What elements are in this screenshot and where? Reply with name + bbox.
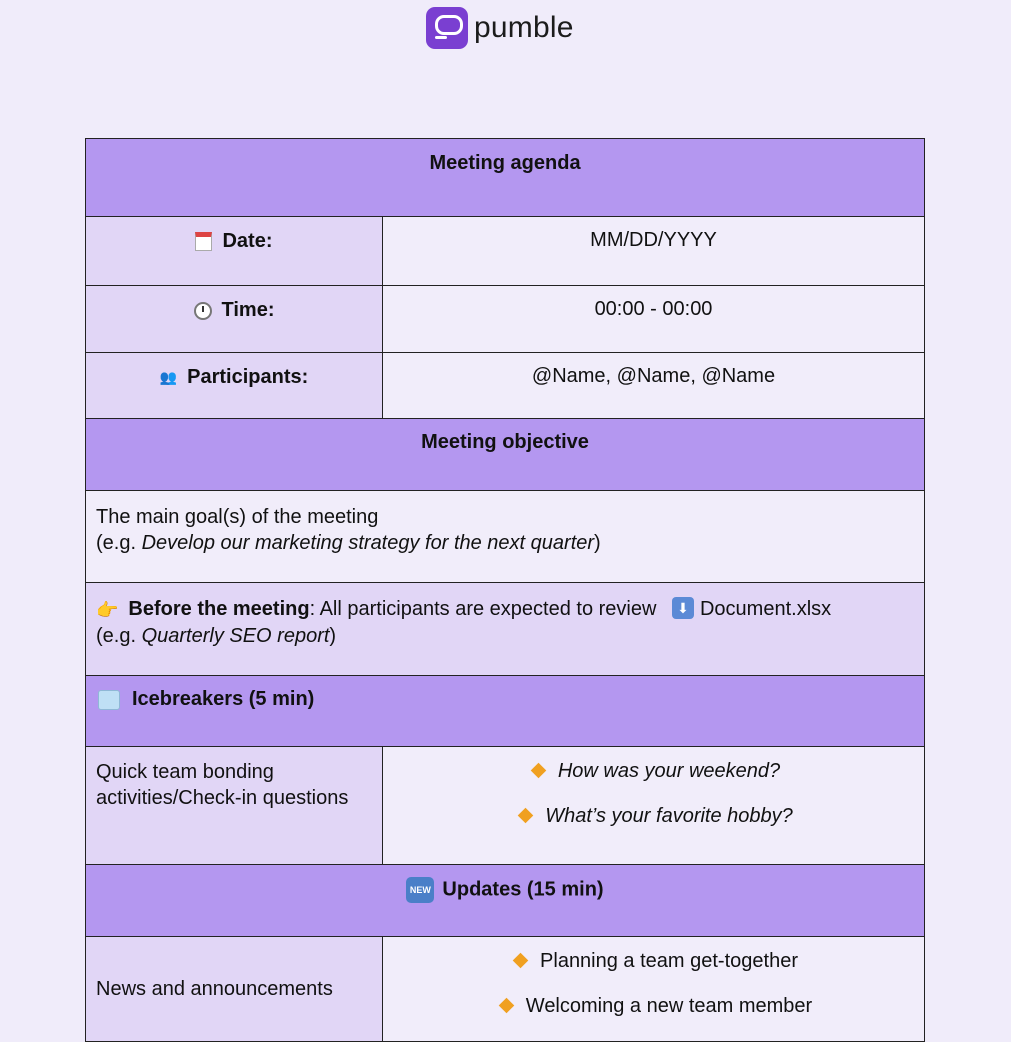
time-label-cell	[86, 286, 383, 353]
objective-cell	[86, 491, 925, 583]
list-item	[384, 950, 923, 995]
updates-heading-cell	[86, 865, 925, 937]
pumble-logo-icon	[426, 7, 468, 49]
orange-diamond-icon	[499, 998, 515, 1014]
orange-diamond-icon	[531, 763, 547, 779]
list-item-text: How was your weekend?	[557, 760, 781, 782]
icebreakers-heading-row	[86, 676, 925, 747]
icebreakers-heading: Icebreakers (5 min)	[132, 688, 315, 710]
participants-row	[86, 353, 925, 419]
orange-diamond-icon	[518, 808, 534, 824]
document-link[interactable]: Document.xlsx	[699, 598, 832, 620]
objective-example-suffix: )	[594, 532, 601, 554]
new-badge-icon: NEW	[406, 877, 434, 903]
icebreakers-row	[86, 747, 925, 865]
updates-list	[383, 937, 925, 1042]
page-title: Meeting agenda	[86, 139, 925, 217]
time-value: 00:00 - 00:00	[383, 286, 925, 353]
list-item-text: Welcoming a new team member	[525, 995, 813, 1017]
participants-value: @Name, @Name, @Name	[383, 353, 925, 419]
objective-line: The main goal(s) of the meeting	[96, 506, 379, 528]
time-row	[86, 286, 925, 353]
before-example-prefix: (e.g.	[96, 624, 142, 647]
date-value: MM/DD/YYYY	[383, 217, 925, 286]
updates-heading-row	[86, 865, 925, 937]
before-example: Quarterly SEO report	[141, 624, 330, 647]
participants-icon: 👥	[159, 369, 178, 386]
icebreakers-heading-cell	[86, 676, 925, 747]
objective-row	[86, 491, 925, 583]
pumble-logo	[426, 7, 574, 49]
agenda-table	[85, 138, 925, 1042]
icebreakers-description: Quick team bonding activities/Check-in questions	[86, 747, 383, 865]
calendar-icon	[195, 232, 212, 251]
pointing-hand-icon: 👉	[96, 599, 119, 620]
icebreakers-list	[383, 747, 925, 865]
down-arrow-icon: ⬇	[672, 597, 694, 619]
list-item-text: Planning a team get-together	[540, 950, 798, 972]
list-item-text: What’s your favorite hobby?	[545, 805, 793, 827]
date-label-cell	[86, 217, 383, 286]
before-meeting-cell	[86, 583, 925, 676]
updates-row	[86, 937, 925, 1042]
objective-example-prefix: (e.g.	[96, 532, 142, 554]
objective-heading: Meeting objective	[86, 419, 925, 491]
updates-description: News and announcements	[86, 937, 383, 1042]
before-meeting-text: : All participants are expected to review	[309, 598, 662, 620]
time-label: Time:	[221, 299, 275, 321]
before-meeting-label: Before the meeting	[128, 598, 310, 620]
objective-example: Develop our marketing strategy for the next quarter	[141, 532, 595, 554]
date-label: Date:	[222, 230, 273, 252]
list-item	[384, 760, 923, 805]
objective-heading-row	[86, 419, 925, 491]
date-row	[86, 217, 925, 286]
brand-name: pumble	[474, 11, 574, 44]
ice-cube-icon	[98, 690, 120, 710]
participants-label-cell	[86, 353, 383, 419]
participants-label: Participants:	[187, 366, 309, 388]
orange-diamond-icon	[513, 953, 529, 969]
clock-icon	[194, 302, 212, 320]
updates-heading: Updates (15 min)	[442, 878, 604, 901]
before-meeting-row	[86, 583, 925, 676]
list-item	[384, 805, 923, 850]
title-row	[86, 139, 925, 217]
list-item	[384, 995, 923, 1040]
before-example-suffix: )	[329, 624, 337, 647]
